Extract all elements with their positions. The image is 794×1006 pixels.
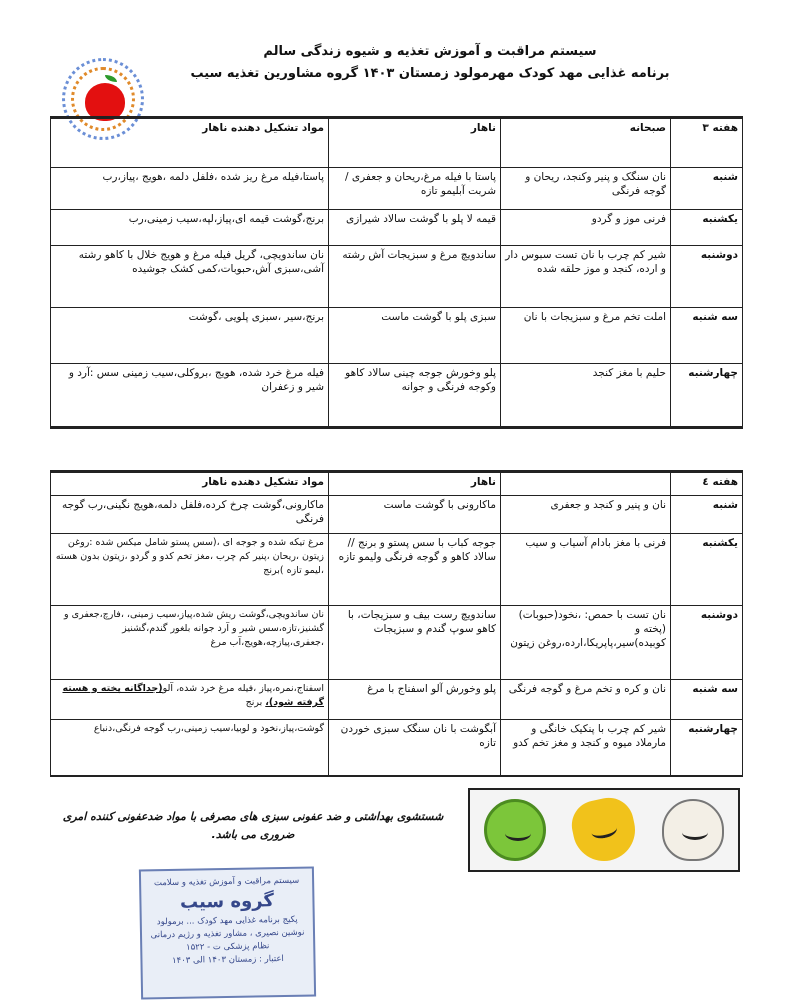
smile-icon [682,825,708,840]
lunch-cell: پلو وخورش جوجه چینی سالاد کاهو وکوجه فرنگی و جوانه [329,364,501,428]
day-cell: دوشنبه [671,606,743,680]
table-header-row [51,472,743,496]
week4-menu-table [50,470,743,777]
breakfast-cell: املت تخم مرغ و سبزیجات با نان [501,308,671,364]
table-row [51,168,743,210]
ingredients-cell: پاستا،فیله مرغ ریز شده ،فلفل دلمه ،هویج ،پیاز،رب [51,168,329,210]
lunch-header: ناهار [329,118,501,168]
lime-icon [484,799,546,861]
ingredients-highlight: (جداگانه پخته و هسته گرفته شود)، [62,683,324,708]
breakfast-cell: نان تست با حمص: ،نخود(حبوبات)(پخته و کوبیده)سیر،پاپریکا،ارده،روغن زیتون [501,606,671,680]
stamp-line3: نوشین نصیری ، مشاور تغذیه و رژیم درمانی [150,927,305,941]
table-row [51,210,743,246]
ingredients-cell [51,680,329,720]
header-subtitle: برنامه غذایی مهد کودک مهرمولود زمستان ۱۴۰۳ گروه مشاورین تغذیه سیب [190,66,670,81]
breakfast-cell: شیر کم چرب با پنکیک خانگی و مارملاد میوه و کنجد و مغز تخم کدو [501,720,671,776]
ingredients-cell: فیله مرغ خرد شده، هویج ،بروکلی،سیب زمینی سس :آرد و شیر و زعفران [51,364,329,428]
breakfast-cell: حلیم با مغز کنجد [501,364,671,428]
ingredients-cell: برنج،گوشت قیمه ای،پیاز،لپه،سیب زمینی،رب [51,210,329,246]
lunch-header: ناهار [329,472,501,496]
ingredients-cell: نان ساندویچی،گوشت ریش شده،پیاز،سیب زمینی، ،فارچ،جعفری و گشنیز،تازه،سس شیر و آرد جوانه بلغور گندم،گشنیز ،جعفری،پیازچه،هویج،آب مرغ [51,606,329,680]
lunch-cell: پاستا با فیله مرغ،ریحان و جعفری / شربت آبلیمو تازه [329,168,501,210]
banana-icon [567,793,641,867]
header-title: سیستم مراقبت و آموزش تغذیه و شیوه زندگی سالم [263,44,597,59]
week3-menu-table [50,116,743,429]
lunch-cell: سبزی پلو با گوشت ماست [329,308,501,364]
approval-stamp [139,866,316,999]
table-row [51,246,743,308]
day-cell: یکشنبه [671,210,743,246]
lunch-cell: قیمه لا پلو با گوشت سالاد شیرازی [329,210,501,246]
stamp-title: گروه سیب [179,890,275,913]
hygiene-note: شستشوی بهداشتی و ضد عفونی سبزی های مصرفی با مواد ضدعفونی کننده امری ضروری می باشد. [62,810,444,841]
ingredients-cell: برنج،سیر ،سبزی پلویی ،گوشت [51,308,329,364]
day-cell: دوشنبه [671,246,743,308]
table-row [51,364,743,428]
smile-icon [505,826,531,841]
lunch-cell: ساندویچ مرغ و سبزیجات آش رشته [329,246,501,308]
breakfast-cell: فرنی موز و گردو [501,210,671,246]
ingredients-tail: برنج [245,697,266,708]
ingredients-cell: گوشت،پیاز،نخود و لوبیا،سیب زمینی،رب گوجه فرنگی،دنباع [51,720,329,776]
table-row [51,534,743,606]
ingredients-cell: نان ساندویچی، گریل فیله مرغ و هویج خلال با کاهو رشته آشی،سبزی آش،حبوبات،کمی کشک جوشیده [51,246,329,308]
breakfast-header: صبحانه [501,118,671,168]
breakfast-cell: نان و پنیر و کنجد و جعفری [501,496,671,534]
day-cell: چهارشنبه [671,720,743,776]
day-cell: سه شنبه [671,308,743,364]
table-row [51,606,743,680]
table-header-row [51,118,743,168]
ingredients-cell: مرغ تیکه شده و جوجه ای ،(سس پستو شامل میکس شده :روغن زیتون ،ریحان ،پنیر کم چرب ،مغز تخم کدو و گردو ،زیتون بدون هسته ،لیمو تازه )برنج [51,534,329,606]
smile-icon [590,820,619,840]
lunch-cell: آبگوشت با نان سنگک سبزی خوردن تازه [329,720,501,776]
ingredients-main: اسفناج،نمره،پیاز ،فیله مرغ خرد شده، آلو [162,683,324,694]
ingredients-cell: ماکارونی،گوشت چرخ کرده،فلفل دلمه،هویج نگینی،رب گوجه فرنگی [51,496,329,534]
stamp-line1: سیستم مراقبت و آموزش تغذیه و سلامت [153,875,300,889]
breakfast-cell: نان سنگک و پنیر وکنجد، ریحان و گوجه فرنگی [501,168,671,210]
breakfast-header [501,472,671,496]
table-row [51,496,743,534]
stamp-line5: اعتبار : زمستان ۱۴۰۳ الی ۱۴۰۳ [171,954,284,966]
lunch-cell: ماکارونی با گوشت ماست [329,496,501,534]
table-row [51,308,743,364]
stamp-line2: پکیج برنامه غذایی مهد کودک ... برمولود [156,914,298,928]
day-cell: شنبه [671,496,743,534]
breakfast-cell: نان و کره و تخم مرغ و گوجه فرنگی [501,680,671,720]
week-label: هفته ۳ [671,118,743,168]
garlic-icon [662,799,724,861]
day-cell: چهارشنبه [671,364,743,428]
table-row [51,720,743,776]
ingredients-header: مواد تشکیل دهنده ناهار [51,118,329,168]
week-label: هفته ٤ [671,472,743,496]
ingredients-header: مواد تشکیل دهنده ناهار [51,472,329,496]
breakfast-cell: شیر کم چرب با نان تست سبوس دار و ارده، کنجد و موز حلقه شده [501,246,671,308]
lunch-cell: جوجه کباب با سس پستو و برنج // سالاد کاهو و گوجه فرنگی ولیمو تازه [329,534,501,606]
lunch-cell: ساندویچ رست بیف و سبزیجات، با کاهو سوپ گندم و سبزیجات [329,606,501,680]
breakfast-cell: فرنی با مغز بادام آسیاب و سیب [501,534,671,606]
day-cell: شنبه [671,168,743,210]
day-cell: سه شنبه [671,680,743,720]
stamp-line4: نظام پزشکی ت - ۱۵۲۲ [186,941,270,953]
fruit-illustration [468,788,740,872]
lunch-cell: پلو وخورش آلو اسفناج با مرغ [329,680,501,720]
day-cell: یکشنبه [671,534,743,606]
table-row [51,680,743,720]
